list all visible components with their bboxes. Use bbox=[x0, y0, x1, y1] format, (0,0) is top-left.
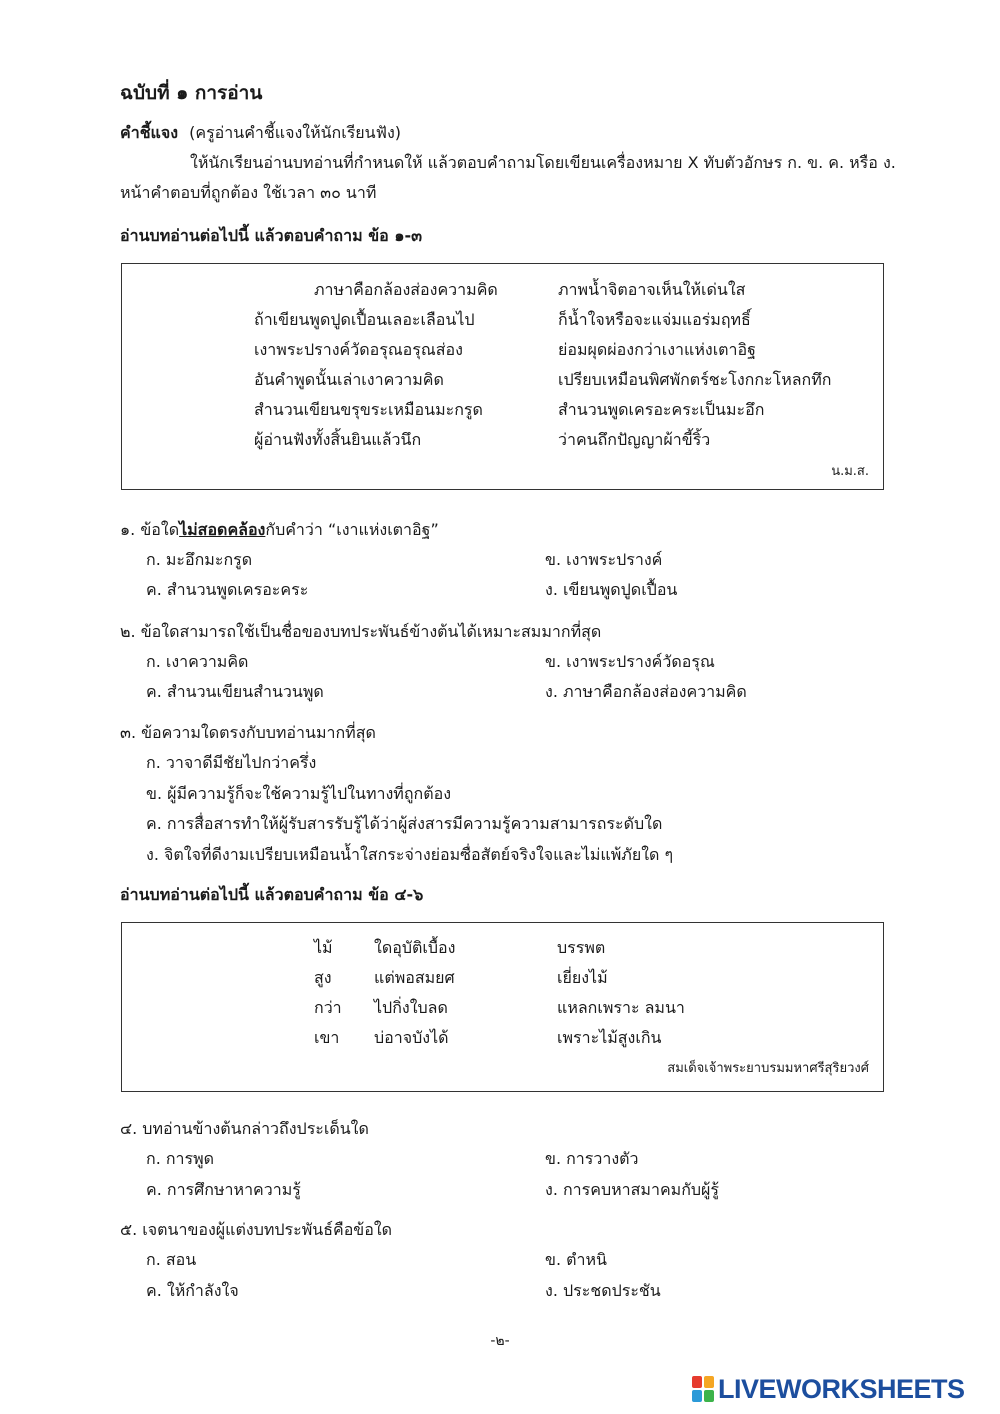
q2-option-a[interactable]: ก. เงาความคิด bbox=[146, 652, 249, 671]
poem-box-2 bbox=[121, 922, 884, 1092]
poem2-line1-b: ใดอุบัติเบื้อง bbox=[374, 938, 456, 957]
page-number: -๒- bbox=[490, 1333, 510, 1349]
question-1-prefix: ๑. ข้อใด bbox=[120, 520, 180, 539]
instruction-header bbox=[120, 122, 401, 144]
q3-option-d[interactable]: ง. จิตใจที่ดีงามเปรียบเหมือนน้ำใสกระจ่างย่อมซื่อสัตย์จริงใจและไม่แพ้ภัยใด ๆ bbox=[146, 845, 674, 864]
poem2-line2-a: สูง bbox=[314, 968, 332, 987]
poem1-line6-left: ผู้อ่านฟังทั้งสิ้นยินแล้วนึก bbox=[254, 430, 422, 449]
poem1-credit: น.ม.ส. bbox=[831, 464, 869, 479]
poem1-line5-right: สำนวนพูดเครอะคระเป็นมะอึก bbox=[558, 400, 765, 419]
question-1-suffix: กับคำว่า “เงาแห่งเตาอิฐ” bbox=[265, 520, 439, 539]
poem2-line4-c: เพราะไม้สูงเกิน bbox=[557, 1028, 662, 1047]
poem1-line4-left: อันคำพูดนั้นเล่าเงาความคิด bbox=[254, 370, 444, 389]
q3-option-a[interactable]: ก. วาจาดีมีชัยไปกว่าครึ่ง bbox=[146, 753, 317, 772]
q3-option-b[interactable]: ข. ผู้มีความรู้ก็จะใช้ความรู้ไปในทางที่ถูกต้อง bbox=[146, 784, 452, 803]
question-1-emphasis: ไม่สอดคล้อง bbox=[179, 520, 266, 539]
poem1-line2-right: ก็น้ำใจหรือจะแจ่มแอร่มฤทธิ์ bbox=[558, 310, 751, 329]
q4-option-d[interactable]: ง. การคบหาสมาคมกับผู้รู้ bbox=[545, 1180, 719, 1199]
instruction-line-1: ให้นักเรียนอ่านบทอ่านที่กำหนดให้ แล้วตอบคำถามโดยเขียนเครื่องหมาย X ทับตัวอักษร ก. ข. ค. หรือ ง. bbox=[190, 153, 896, 172]
poem1-line6-right: ว่าคนถึกปัญญาผ้าขี้ริ้ว bbox=[558, 430, 711, 449]
poem2-line3-b: ไปกิ่งใบลด bbox=[374, 998, 448, 1017]
logo-square-orange bbox=[704, 1376, 714, 1388]
instruction-note: (ครูอ่านคำชี้แจงให้นักเรียนฟัง) bbox=[189, 123, 401, 142]
q5-option-a[interactable]: ก. สอน bbox=[146, 1250, 197, 1269]
poem1-line2-left: ถ้าเขียนพูดปูดเปื้อนเลอะเลือนไป bbox=[254, 310, 475, 329]
poem-box-1 bbox=[121, 263, 884, 490]
poem2-credit: สมเด็จเจ้าพระยาบรมมหาศรีสุริยวงศ์ bbox=[667, 1061, 869, 1076]
instruction-label: คำชี้แจง bbox=[120, 123, 179, 142]
q5-option-c[interactable]: ค. ให้กำลังใจ bbox=[146, 1281, 239, 1300]
q5-option-d[interactable]: ง. ประชดประชัน bbox=[545, 1281, 661, 1300]
poem2-line3-a: กว่า bbox=[314, 998, 342, 1017]
q2-option-c[interactable]: ค. สำนวนเขียนสำนวนพูด bbox=[146, 682, 324, 701]
poem2-line4-a: เขา bbox=[314, 1028, 340, 1047]
section-2-heading: อ่านบทอ่านต่อไปนี้ แล้วตอบคำถาม ข้อ ๔-๖ bbox=[120, 885, 424, 904]
logo-square-blue bbox=[692, 1390, 702, 1402]
question-1 bbox=[120, 518, 439, 543]
q4-option-b[interactable]: ข. การวางตัว bbox=[545, 1149, 639, 1168]
brand-name: LIVEWORKSHEETS bbox=[718, 1373, 965, 1404]
question-4: ๔. บทอ่านข้างต้นกล่าวถึงประเด็นใด bbox=[120, 1119, 369, 1138]
q1-option-b[interactable]: ข. เงาพระปรางค์ bbox=[545, 550, 663, 569]
poem1-line3-left: เงาพระปรางค์วัดอรุณอรุณส่อง bbox=[254, 340, 463, 359]
poem2-line3-c: แหลกเพราะ ลมนา bbox=[557, 998, 685, 1017]
question-5: ๕. เจตนาของผู้แต่งบทประพันธ์คือข้อใด bbox=[120, 1220, 393, 1239]
page-title: ฉบับที่ ๑ การอ่าน bbox=[120, 82, 263, 104]
question-2: ๒. ข้อใดสามารถใช้เป็นชื่อของบทประพันธ์ข้างต้นได้เหมาะสมมากที่สุด bbox=[120, 622, 602, 641]
poem2-line1-c: บรรพต bbox=[557, 938, 606, 957]
poem1-line1-left: ภาษาคือกล้องส่องความคิด bbox=[314, 280, 498, 299]
instruction-line-2: หน้าคำตอบที่ถูกต้อง ใช้เวลา ๓๐ นาที bbox=[120, 183, 377, 202]
poem1-line4-right: เปรียบเหมือนพิศพักตร์ชะโงกกะโหลกทึก bbox=[558, 370, 832, 389]
q2-option-d[interactable]: ง. ภาษาคือกล้องส่องความคิด bbox=[545, 682, 747, 701]
section-1-heading: อ่านบทอ่านต่อไปนี้ แล้วตอบคำถาม ข้อ ๑-๓ bbox=[120, 226, 423, 245]
question-3: ๓. ข้อความใดตรงกับบทอ่านมากที่สุด bbox=[120, 723, 376, 742]
liveworksheets-logo bbox=[692, 1372, 965, 1406]
logo-square-red bbox=[692, 1376, 702, 1388]
q4-option-c[interactable]: ค. การศึกษาหาความรู้ bbox=[146, 1180, 301, 1199]
q2-option-b[interactable]: ข. เงาพระปรางค์วัดอรุณ bbox=[545, 652, 715, 671]
poem1-line5-left: สำนวนเขียนขรุขระเหมือนมะกรูด bbox=[254, 400, 483, 419]
liveworksheets-logo-icon bbox=[692, 1376, 714, 1402]
q5-option-b[interactable]: ข. ตำหนิ bbox=[545, 1250, 607, 1269]
poem2-line1-a: ไม้ bbox=[314, 938, 333, 957]
q4-option-a[interactable]: ก. การพูด bbox=[146, 1149, 215, 1168]
q1-option-a[interactable]: ก. มะอึกมะกรูด bbox=[146, 550, 253, 569]
q1-option-d[interactable]: ง. เขียนพูดปูดเปื้อน bbox=[545, 580, 678, 599]
q1-option-c[interactable]: ค. สำนวนพูดเครอะคระ bbox=[146, 580, 309, 599]
logo-square-green bbox=[704, 1390, 714, 1402]
poem2-line2-b: แต่พอสมยศ bbox=[374, 968, 455, 987]
poem2-line4-b: บ่อาจบังได้ bbox=[374, 1028, 449, 1047]
q3-option-c[interactable]: ค. การสื่อสารทำให้ผู้รับสารรับรู้ได้ว่าผู้ส่งสารมีความรู้ความสามารถระดับใด bbox=[146, 814, 663, 833]
poem2-line2-c: เยี่ยงไม้ bbox=[557, 968, 608, 987]
poem1-line1-right: ภาพน้ำจิตอาจเห็นให้เด่นใส bbox=[558, 280, 746, 299]
poem1-line3-right: ย่อมผุดผ่องกว่าเงาแห่งเตาอิฐ bbox=[558, 340, 756, 359]
